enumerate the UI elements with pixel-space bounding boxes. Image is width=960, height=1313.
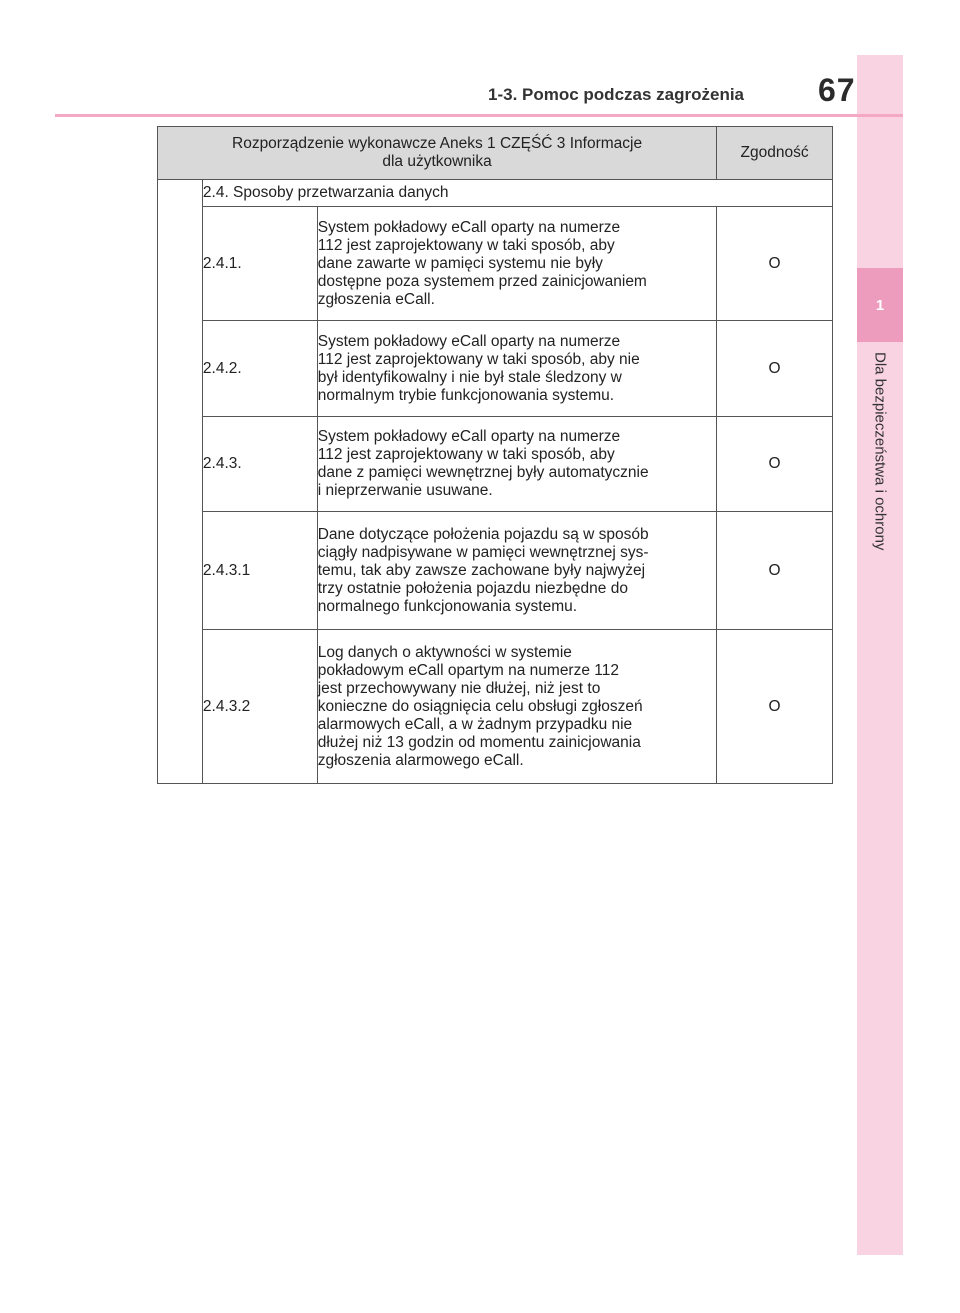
header-requirement: Rozporządzenie wykonawcze Aneks 1 CZĘŚĆ 3 Informacje dla użytkownika [158, 127, 717, 180]
row-description: System pokładowy eCall oparty na numerze 112 jest zaprojektowany w taki sposób, aby dane zawarte w pamięci systemu nie były dostępne poza systemem przed zainicjowaniem zgłoszenia eCall. [317, 207, 716, 321]
side-tab-strip [857, 55, 903, 1255]
row-description: System pokładowy eCall oparty na numerze 112 jest zaprojektowany w taki sposób, aby nie był identyfikowalny i nie był stale śledzony w normalnym trybie funkcjonowania systemu. [317, 321, 716, 417]
table-row [158, 630, 833, 784]
row-number: 2.4.1. [202, 207, 317, 321]
table-row [158, 321, 833, 417]
table-row [158, 512, 833, 630]
header-compliance: Zgodność [717, 127, 833, 180]
subsection-row [158, 180, 833, 207]
page-number: 67 [818, 72, 856, 108]
chapter-number-tab: 1 [857, 268, 903, 342]
indent-column [158, 180, 203, 784]
row-description: Log danych o aktywności w systemie pokładowym eCall opartym na numerze 112 jest przechowywany nie dłużej, niż jest to konieczne do osiągnięcia celu obsługi zgłoszeń alarmowych eCall, a w żadnym przypadku nie dłużej niż 13 godzin od momentu zainicjowania zgłoszenia alarmowego eCall. [317, 630, 716, 784]
row-number: 2.4.3.1 [202, 512, 317, 630]
chapter-title-vertical: Dla bezpieczeństwa i ochrony [871, 352, 889, 551]
row-description: System pokładowy eCall oparty na numerze 112 jest zaprojektowany w taki sposób, aby dane z pamięci wewnętrznej były automatycznie i nieprzerwanie usuwane. [317, 417, 716, 512]
row-number: 2.4.3. [202, 417, 317, 512]
table-row [158, 207, 833, 321]
row-number: 2.4.2. [202, 321, 317, 417]
row-compliance: O [717, 417, 833, 512]
requirements-table [157, 126, 833, 784]
table-row [158, 417, 833, 512]
table-header-row [158, 127, 833, 180]
subsection-title: 2.4. Sposoby przetwarzania danych [202, 180, 832, 207]
row-compliance: O [717, 207, 833, 321]
section-header-title: 1-3. Pomoc podczas zagrożenia [488, 85, 745, 104]
row-compliance: O [717, 630, 833, 784]
row-compliance: O [717, 321, 833, 417]
row-number: 2.4.3.2 [202, 630, 317, 784]
header-divider [55, 114, 903, 117]
row-compliance: O [717, 512, 833, 630]
row-description: Dane dotyczące położenia pojazdu są w sposób ciągły nadpisywane w pamięci wewnętrznej sys- temu, tak aby zawsze zachowane były najwyżej trzy ostatnie położenia pojazdu niezbędne do normalnego funkcjonowania systemu. [317, 512, 716, 630]
